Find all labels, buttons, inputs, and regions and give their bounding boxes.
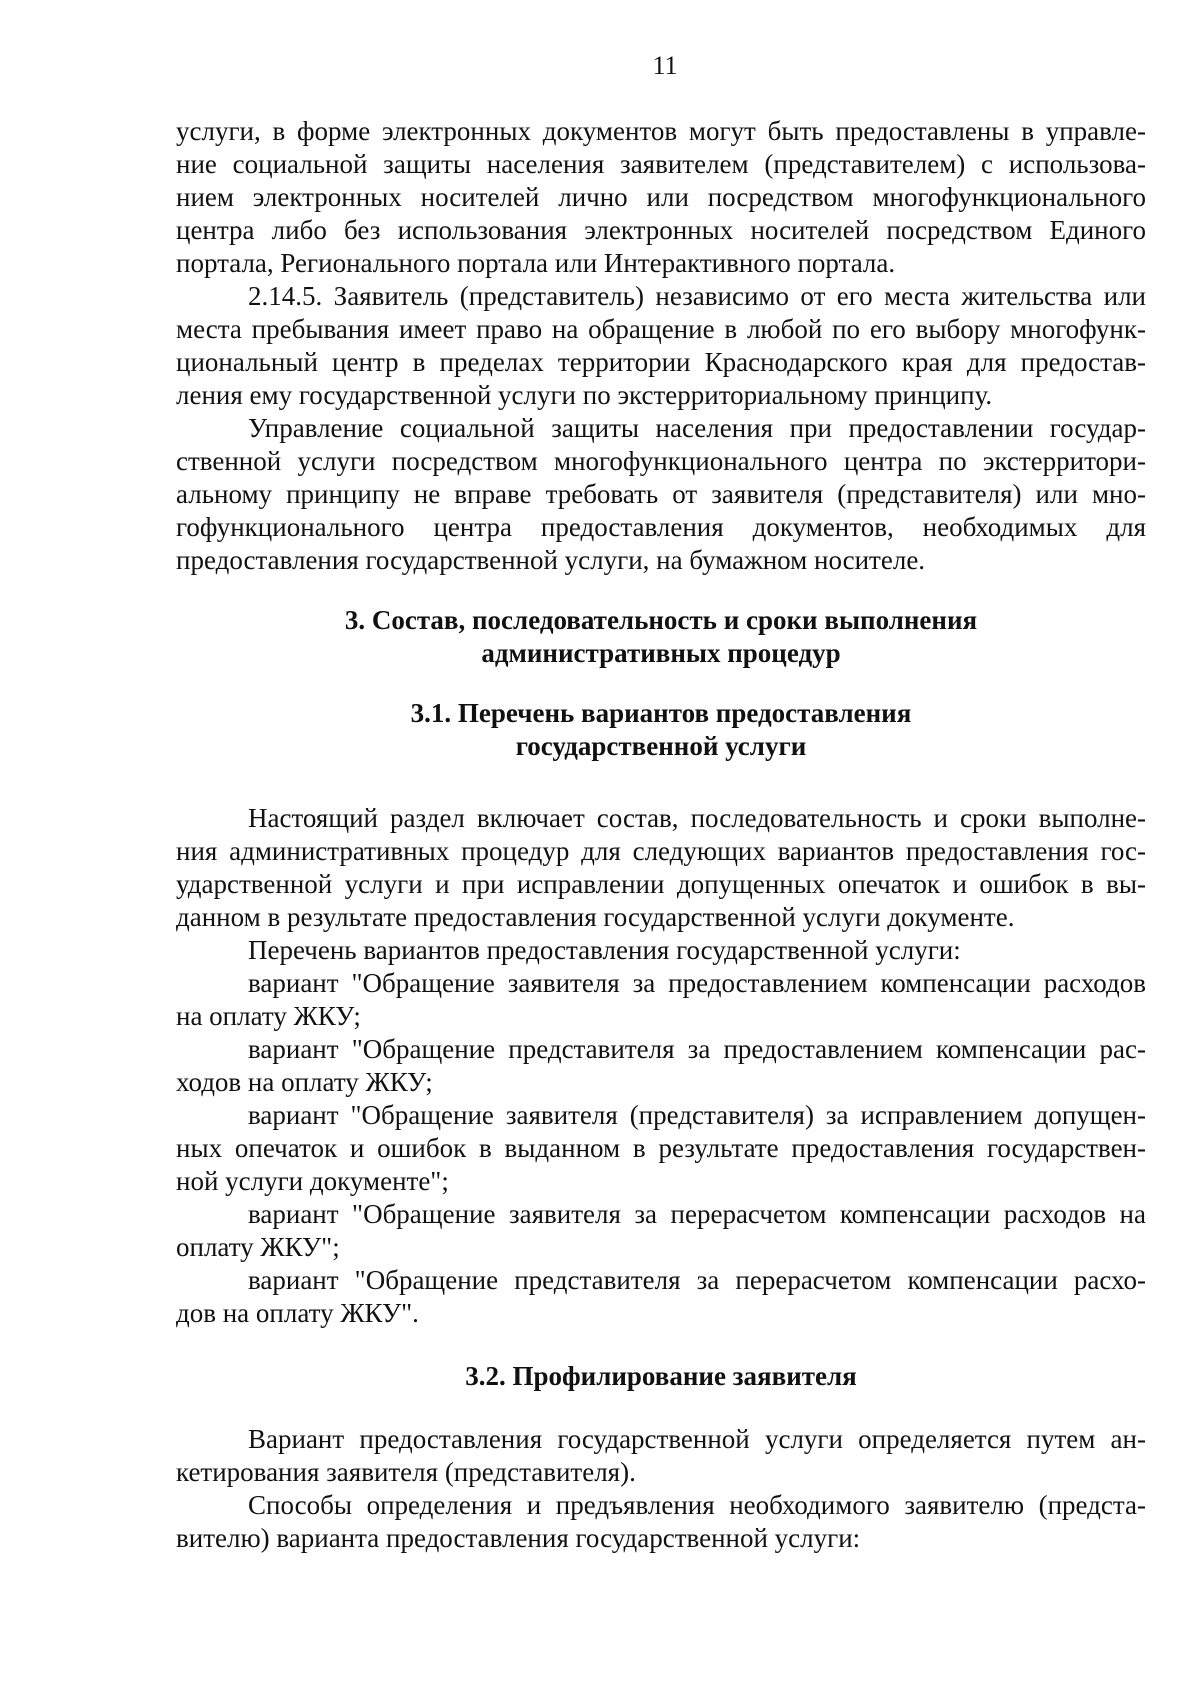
heading-line: 3. Состав, последовательность и сроки выполнения bbox=[344, 605, 978, 635]
paragraph-variant-methods bbox=[176, 1489, 1146, 1555]
text-line: ние социальной защиты населения заявителем (представителем) с использова- bbox=[176, 149, 1146, 179]
text-line: ния административных процедур для следующих вариантов предоставления гос- bbox=[176, 836, 1146, 866]
spacer bbox=[176, 1393, 1146, 1423]
spacer bbox=[176, 577, 1146, 604]
variant-item-5 bbox=[176, 1264, 1146, 1330]
document-body bbox=[176, 115, 1146, 1555]
paragraph-variants-intro bbox=[176, 934, 1146, 967]
section-heading-3 bbox=[176, 604, 1146, 670]
text-line: ных опечаток и ошибок в выданном в результате предоставления государствен- bbox=[176, 1133, 1146, 1163]
heading-line: государственной услуги bbox=[515, 731, 807, 761]
text-line: вариант "Обращение представителя за предоставлением компенсации рас- bbox=[248, 1034, 1146, 1064]
text-line: предоставления государственной услуги, на бумажном носителе. bbox=[176, 545, 926, 575]
text-line: Управление социальной защиты населения при предоставлении государ- bbox=[248, 413, 1146, 443]
text-line: вариант "Обращение заявителя за предоставлением компенсации расходов bbox=[248, 968, 1146, 998]
paragraph-extraterritorial bbox=[176, 412, 1146, 577]
text-line: Вариант предоставления государственной услуги определяется путем ан- bbox=[248, 1424, 1146, 1454]
text-line: на оплату ЖКУ; bbox=[176, 1001, 361, 1031]
text-line: портала, Регионального портала или Интерактивного портала. bbox=[176, 248, 896, 278]
heading-line: 3.2. Профилирование заявителя bbox=[465, 1361, 857, 1391]
page-number: 11 bbox=[652, 51, 678, 80]
variant-item-4 bbox=[176, 1198, 1146, 1264]
spacer bbox=[176, 670, 1146, 697]
spacer bbox=[176, 1330, 1146, 1360]
variant-item-1 bbox=[176, 967, 1146, 1033]
variant-item-3 bbox=[176, 1099, 1146, 1198]
text-line: циональный центр в пределах территории Краснодарского края для предостав- bbox=[176, 347, 1146, 377]
text-line: гофункционального центра предоставления документов, необходимых для bbox=[176, 512, 1146, 542]
text-line: нием электронных носителей лично или посредством многофункционального bbox=[176, 182, 1146, 212]
text-line: вариант "Обращение заявителя (представителя) за исправлением допущен- bbox=[248, 1100, 1146, 1130]
paragraph-2-14-5 bbox=[176, 280, 1146, 412]
spacer bbox=[176, 763, 1146, 802]
text-line: вариант "Обращение заявителя за перерасчетом компенсации расходов на bbox=[248, 1199, 1146, 1229]
text-line: вителю) варианта предоставления государственной услуги: bbox=[176, 1523, 861, 1553]
text-line: Настоящий раздел включает состав, последовательность и сроки выполне- bbox=[248, 803, 1146, 833]
paragraph-continuation bbox=[176, 115, 1146, 280]
text-line: вариант "Обращение представителя за перерасчетом компенсации расхо- bbox=[248, 1265, 1146, 1295]
text-line: ления ему государственной услуги по экстерриториальному принципу. bbox=[176, 380, 993, 410]
section-heading-3-1 bbox=[176, 697, 1146, 763]
text-line: ходов на оплату ЖКУ; bbox=[176, 1067, 433, 1097]
variant-item-2 bbox=[176, 1033, 1146, 1099]
text-line: альному принципу не вправе требовать от заявителя (представителя) или мно- bbox=[176, 479, 1146, 509]
text-line: оплату ЖКУ"; bbox=[176, 1232, 340, 1262]
text-line: ной услуги документе"; bbox=[176, 1166, 449, 1196]
paragraph-section-scope bbox=[176, 802, 1146, 934]
text-line: места пребывания имеет право на обращение в любой по его выбору многофунк- bbox=[176, 314, 1146, 344]
section-heading-3-2 bbox=[176, 1360, 1146, 1393]
text-line: кетирования заявителя (представителя). bbox=[176, 1457, 636, 1487]
text-line: Перечень вариантов предоставления государственной услуги: bbox=[248, 935, 961, 965]
text-line: Способы определения и предъявления необходимого заявителю (предста- bbox=[248, 1490, 1146, 1520]
text-line: данном в результате предоставления государственной услуги документе. bbox=[176, 902, 1015, 932]
heading-line: 3.1. Перечень вариантов предоставления bbox=[410, 698, 912, 728]
text-line: центра либо без использования электронных носителей посредством Единого bbox=[176, 215, 1146, 245]
text-line: ударственной услуги и при исправлении допущенных опечаток и ошибок в вы- bbox=[176, 869, 1146, 899]
text-line: услуги, в форме электронных документов могут быть предоставлены в управле- bbox=[176, 116, 1146, 146]
text-line: дов на оплату ЖКУ". bbox=[176, 1298, 419, 1328]
paragraph-profiling bbox=[176, 1423, 1146, 1489]
text-line: 2.14.5. Заявитель (представитель) независимо от его места жительства или bbox=[248, 281, 1146, 311]
text-line: ственной услуги посредством многофункционального центра по экстерритори- bbox=[176, 446, 1146, 476]
heading-line: административных процедур bbox=[481, 638, 841, 668]
